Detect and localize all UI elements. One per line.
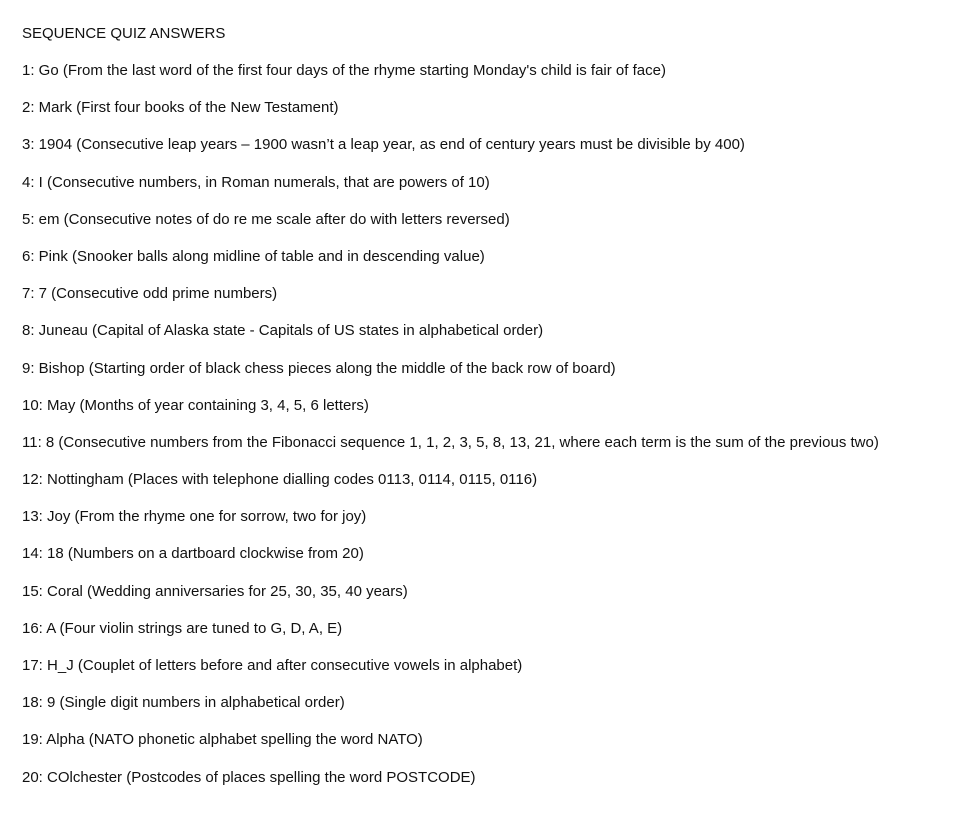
answer-item-7: 7: 7 (Consecutive odd prime numbers) — [22, 285, 278, 303]
document-title: SEQUENCE QUIZ ANSWERS — [22, 25, 226, 42]
answer-item-5: 5: em (Consecutive notes of do re me scale after do with letters reversed) — [22, 210, 510, 228]
answer-item-16: 16: A (Four violin strings are tuned to G, D, A, E) — [22, 619, 343, 637]
answer-item-1: 1: Go (From the last word of the first four days of the rhyme starting Monday's child is fair of face) — [22, 62, 666, 79]
answer-item-15: 15: Coral (Wedding anniversaries for 25, 30, 35, 40 years) — [22, 582, 408, 600]
answer-item-18: 18: 9 (Single digit numbers in alphabetical order) — [22, 694, 345, 712]
answer-item-9: 9: Bishop (Starting order of black chess pieces along the middle of the back row of board) — [22, 359, 616, 377]
answer-item-13: 13: Joy (From the rhyme one for sorrow, two for joy) — [22, 508, 367, 526]
answer-item-8: 8: Juneau (Capital of Alaska state - Capitals of US states in alphabetical order) — [22, 322, 544, 340]
answer-item-3: 3: 1904 (Consecutive leap years – 1900 wasn’t a leap year, as end of century years must be divisible by 400) — [22, 136, 745, 154]
document — [22, 24, 971, 805]
answer-item-20: 20: COlchester (Postcodes of places spelling the word POSTCODE) — [22, 768, 476, 786]
answer-item-4: 4: I (Consecutive numbers, in Roman numerals, that are powers of 10) — [22, 173, 490, 191]
answer-item-12: 12: Nottingham (Places with telephone dialling codes 0113, 0114, 0115, 0116) — [22, 471, 538, 489]
answer-item-17: 17: H_J (Couplet of letters before and after consecutive vowels in alphabet) — [22, 657, 523, 674]
answer-item-6: 6: Pink (Snooker balls along midline of table and in descending value) — [22, 247, 485, 265]
answer-item-11: 11: 8 (Consecutive numbers from the Fibonacci sequence 1, 1, 2, 3, 5, 8, 13, 21, where each term is the sum of the previous two) — [22, 433, 879, 451]
answer-list — [22, 61, 971, 788]
answer-item-19: 19: Alpha (NATO phonetic alphabet spelling the word NATO) — [22, 731, 423, 749]
answer-item-14: 14: 18 (Numbers on a dartboard clockwise from 20) — [22, 545, 364, 563]
answer-item-10: 10: May (Months of year containing 3, 4, 5, 6 letters) — [22, 396, 369, 414]
answer-item-2: 2: Mark (First four books of the New Testament) — [22, 99, 339, 117]
